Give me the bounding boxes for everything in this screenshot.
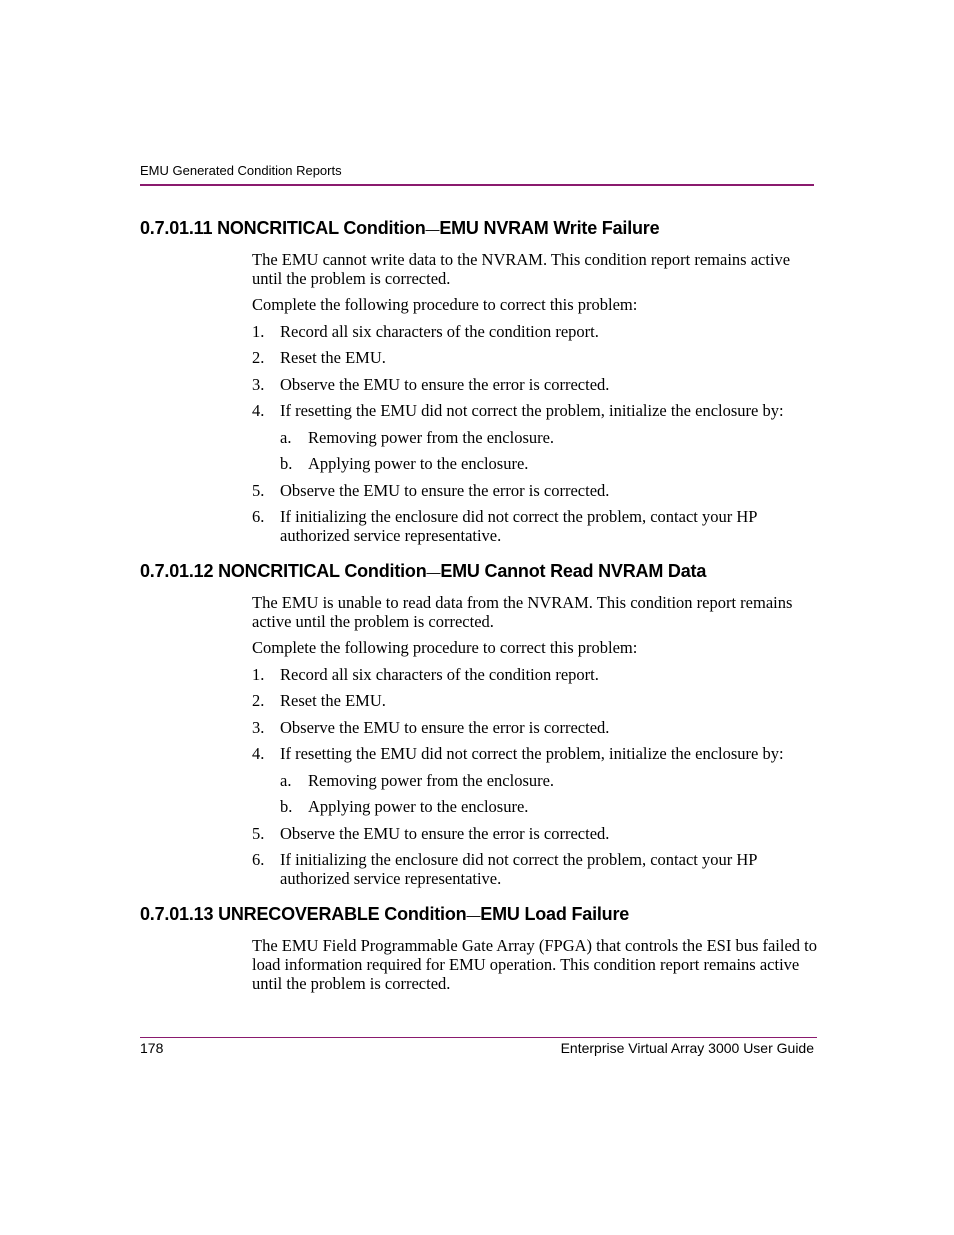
section-heading-main: 0.7.01.13 UNRECOVERABLE Condition	[140, 904, 467, 924]
sub-list-item-letter: b.	[280, 454, 293, 473]
list-item-text: Record all six characters of the condition report.	[280, 322, 599, 341]
list-item	[252, 850, 817, 888]
list-item-text: Observe the EMU to ensure the error is corrected.	[280, 824, 610, 843]
list-item-text: If resetting the EMU did not correct the problem, initialize the enclosure by:	[280, 401, 784, 420]
list-item-number: 4.	[252, 401, 265, 420]
sub-list-item-letter: b.	[280, 797, 293, 816]
section-heading-dash: —	[426, 564, 441, 580]
sub-list-item-letter: a.	[280, 771, 292, 790]
list-item-number: 3.	[252, 375, 265, 394]
list-item	[252, 322, 817, 341]
list-item-number: 6.	[252, 850, 265, 869]
procedure-intro: Complete the following procedure to correct this problem:	[252, 295, 638, 314]
sub-list-item	[280, 454, 817, 473]
section-heading-sub: EMU Cannot Read NVRAM Data	[440, 561, 707, 581]
list-item-text: If initializing the enclosure did not correct the problem, contact your HP authorized service representative.	[280, 507, 757, 545]
list-item	[252, 691, 817, 710]
list-item-number: 2.	[252, 691, 265, 710]
list-item	[252, 375, 817, 394]
section-heading-sub: EMU Load Failure	[480, 904, 630, 924]
section-heading-0-7-01-11	[140, 218, 659, 239]
list-item	[252, 481, 817, 500]
list-item-text: Reset the EMU.	[280, 348, 386, 367]
list-item-number: 5.	[252, 481, 265, 500]
list-item	[252, 401, 817, 420]
list-item	[252, 507, 817, 545]
section-heading-0-7-01-12	[140, 561, 706, 582]
section-heading-sub: EMU NVRAM Write Failure	[439, 218, 660, 238]
sub-list-item-text: Applying power to the enclosure.	[308, 797, 529, 816]
list-item-text: Observe the EMU to ensure the error is corrected.	[280, 481, 610, 500]
sub-list-item	[280, 771, 817, 790]
sub-list-item-text: Removing power from the enclosure.	[308, 771, 555, 790]
list-item	[252, 718, 817, 737]
list-item-text: Observe the EMU to ensure the error is corrected.	[280, 718, 610, 737]
running-header: EMU Generated Condition Reports	[140, 163, 342, 178]
list-item-text: Reset the EMU.	[280, 691, 386, 710]
section-heading-dash: —	[425, 221, 440, 237]
procedure-intro: Complete the following procedure to correct this problem:	[252, 638, 638, 657]
footer-rule	[140, 1037, 817, 1038]
section-intro: The EMU is unable to read data from the NVRAM. This condition report remains active until the problem is corrected.	[252, 593, 793, 631]
list-item-text: If resetting the EMU did not correct the problem, initialize the enclosure by:	[280, 744, 784, 763]
sub-list-item-text: Removing power from the enclosure.	[308, 428, 555, 447]
list-item	[252, 824, 817, 843]
list-item-text: Observe the EMU to ensure the error is corrected.	[280, 375, 610, 394]
list-item	[252, 348, 817, 367]
section-heading-0-7-01-13	[140, 904, 629, 925]
list-item-number: 1.	[252, 322, 265, 341]
list-item-number: 2.	[252, 348, 265, 367]
sub-list-item	[280, 428, 817, 447]
page-number: 178	[140, 1040, 164, 1056]
sub-list-item-letter: a.	[280, 428, 292, 447]
list-item-text: If initializing the enclosure did not correct the problem, contact your HP authorized service representative.	[280, 850, 757, 888]
section-heading-main: 0.7.01.11 NONCRITICAL Condition	[140, 218, 426, 238]
section-intro: The EMU cannot write data to the NVRAM. This condition report remains active until the problem is corrected.	[252, 250, 791, 288]
sub-list-item	[280, 797, 817, 816]
list-item	[252, 744, 817, 763]
list-item-text: Record all six characters of the condition report.	[280, 665, 599, 684]
header-rule	[140, 184, 814, 186]
list-item	[252, 665, 817, 684]
book-title: Enterprise Virtual Array 3000 User Guide	[560, 1040, 814, 1056]
list-item-number: 4.	[252, 744, 265, 763]
list-item-number: 1.	[252, 665, 265, 684]
section-heading-main: 0.7.01.12 NONCRITICAL Condition	[140, 561, 427, 581]
list-item-number: 3.	[252, 718, 265, 737]
section-heading-dash: —	[466, 907, 481, 923]
list-item-number: 6.	[252, 507, 265, 526]
section-intro: The EMU Field Programmable Gate Array (FPGA) that controls the ESI bus failed to load information required for EMU operation. This condition report remains active until the problem is corrected.	[252, 936, 818, 993]
list-item-number: 5.	[252, 824, 265, 843]
sub-list-item-text: Applying power to the enclosure.	[308, 454, 529, 473]
